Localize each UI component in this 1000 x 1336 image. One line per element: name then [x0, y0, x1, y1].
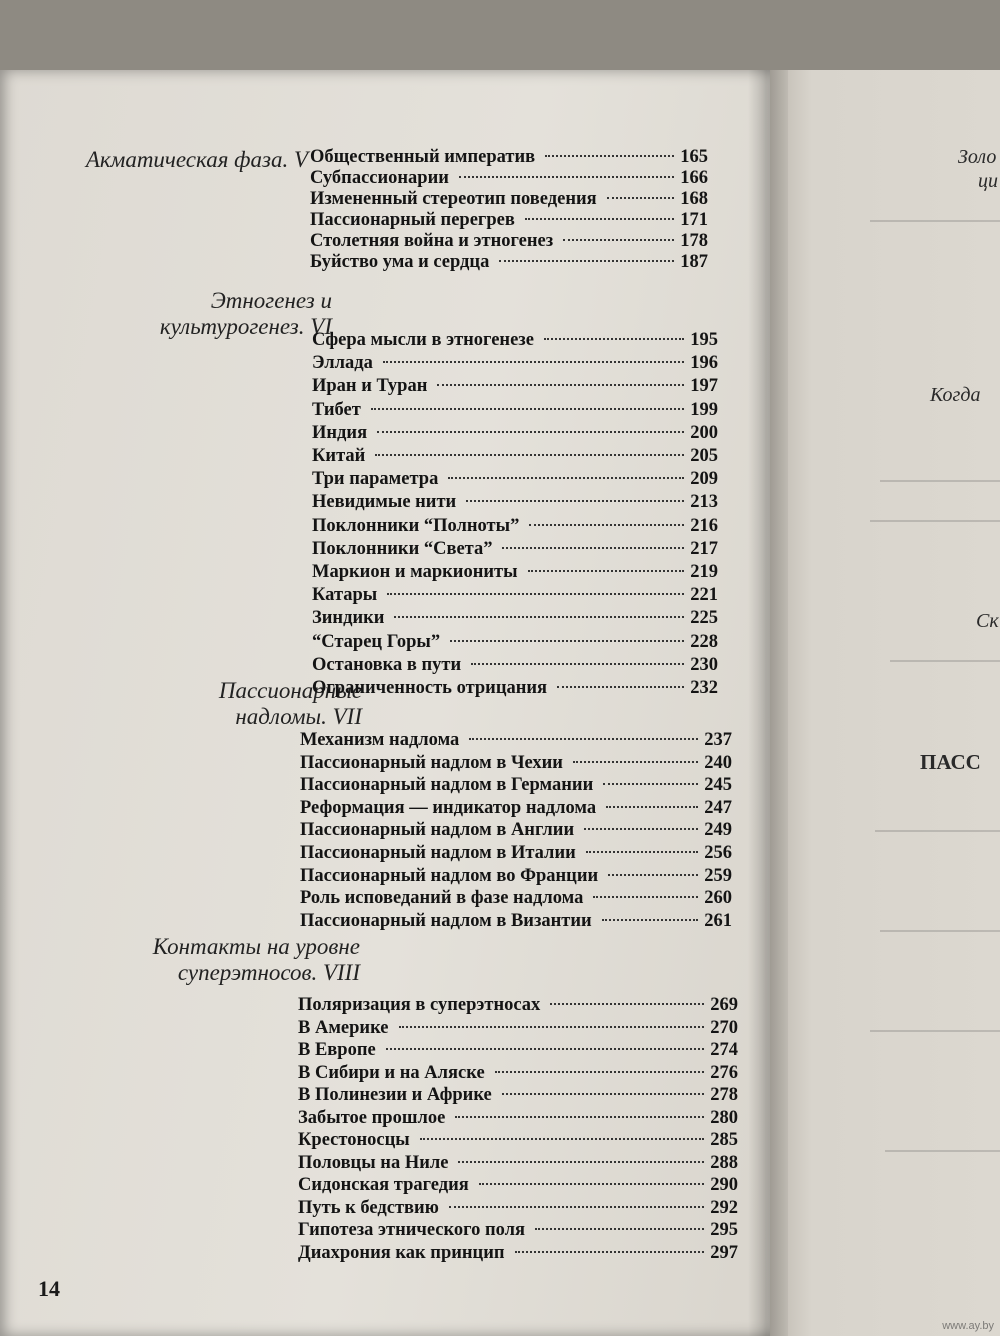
toc-entry-title: Путь к бедствию — [298, 1197, 439, 1218]
toc-entry-title: Сидонская трагедия — [298, 1175, 469, 1195]
toc-entry — [298, 1219, 738, 1242]
toc-entry-title: Тибет — [312, 399, 361, 420]
dot-leader — [471, 663, 684, 665]
toc-entry — [298, 1107, 738, 1130]
toc-entry-page: 200 — [690, 422, 718, 443]
chapter-title-line: Акматическая фаза. V — [85, 147, 308, 172]
toc-entry-page: 221 — [690, 585, 718, 606]
toc-entry-page: 166 — [680, 168, 708, 188]
toc-entry-page: 205 — [690, 446, 718, 466]
toc-entry-page: 209 — [690, 469, 718, 490]
toc-entry-page: 197 — [690, 376, 718, 397]
dot-leader — [586, 851, 698, 853]
bleed-through-line — [870, 220, 1000, 222]
toc-entry-title: Пассионарный надлом в Византии — [300, 910, 592, 931]
toc-entry-page: 288 — [710, 1152, 738, 1173]
toc-entry — [298, 1197, 738, 1220]
toc-entry-page: 292 — [710, 1197, 738, 1218]
dot-leader — [603, 783, 698, 785]
toc-entry-title: В Европе — [298, 1040, 376, 1060]
chapter-title-line: культурогенез. VI — [159, 314, 332, 339]
toc-entry-title: Половцы на Ниле — [298, 1152, 449, 1173]
toc-entry-title: Роль исповеданий в фазе надлома — [300, 888, 584, 909]
toc-entry-title: Крестоносцы — [298, 1130, 410, 1150]
dot-leader — [573, 761, 698, 763]
dot-leader — [371, 408, 684, 410]
toc-entry-title: “Старец Горы” — [312, 631, 441, 652]
toc-entry — [300, 887, 732, 910]
toc-entry-title: Индия — [312, 422, 368, 443]
toc-entry — [312, 677, 718, 700]
toc-entry-title: Пассионарный надлом в Германии — [300, 775, 594, 796]
dot-leader — [563, 239, 674, 241]
toc-entry-title: Три параметра — [312, 469, 439, 490]
toc-entry — [298, 1039, 738, 1062]
toc-entry-page: 199 — [690, 399, 718, 420]
dot-leader — [499, 260, 674, 262]
right-page-fragment: Ск — [976, 610, 999, 632]
toc-entry-title: Пассионарный надлом в Англии — [300, 820, 575, 841]
toc-entry-title: В Полинезии и Африке — [298, 1085, 492, 1105]
dot-leader — [449, 1206, 704, 1208]
dot-leader — [602, 919, 699, 921]
toc-entry-title: Сфера мысли в этногенезе — [312, 330, 534, 350]
dot-leader — [550, 1003, 704, 1005]
bleed-through-line — [870, 520, 1000, 522]
toc-entry-title: Эллада — [312, 353, 373, 374]
toc-entry-page: 297 — [710, 1242, 738, 1263]
toc-entry — [310, 230, 708, 253]
toc-entry-page: 217 — [690, 538, 718, 559]
toc-entry-title: Забытое прошлое — [298, 1107, 446, 1128]
dot-leader — [383, 361, 684, 363]
right-page-fragment: Золо — [958, 146, 997, 168]
dot-leader — [399, 1026, 705, 1028]
toc-entry-page: 219 — [690, 562, 718, 582]
toc-entry-page: 216 — [690, 515, 718, 536]
toc-entry — [300, 910, 732, 933]
right-page — [770, 70, 1000, 1336]
toc-entry — [312, 654, 718, 677]
book-gutter — [748, 70, 788, 1336]
bleed-through-line — [875, 830, 1000, 832]
toc-entry-title: Зиндики — [312, 608, 385, 629]
dot-leader — [377, 431, 684, 433]
toc-entry — [300, 819, 732, 842]
toc-entry-title: Реформация — индикатор надлома — [300, 797, 597, 818]
toc-entry-page: 171 — [680, 210, 708, 230]
toc-entry — [312, 422, 718, 445]
right-page-fragment: ци — [978, 170, 998, 192]
toc-entry-title: Механизм надлома — [300, 730, 460, 750]
toc-entry-page: 261 — [704, 910, 732, 931]
watermark: www.ay.by — [942, 1320, 994, 1332]
dot-leader — [545, 155, 674, 157]
dot-leader — [502, 547, 684, 549]
dot-leader — [455, 1116, 704, 1118]
dot-leader — [386, 1048, 705, 1050]
toc-entry-title: Общественный императив — [310, 147, 536, 167]
toc-entry-title: Пассионарный перегрев — [310, 210, 515, 230]
toc-entry-page: 245 — [704, 775, 732, 796]
toc-entry — [310, 209, 708, 232]
toc-entry-page: 274 — [710, 1040, 738, 1060]
toc-entry — [312, 561, 718, 584]
dot-leader — [515, 1251, 705, 1253]
toc-entry-page: 249 — [704, 820, 732, 841]
toc-entry — [310, 188, 708, 211]
toc-entry-title: Катары — [312, 585, 378, 606]
toc-entry-page: 195 — [690, 330, 718, 350]
toc-entry — [298, 1242, 738, 1265]
toc-entry — [312, 399, 718, 422]
toc-entry-title: Пассионарный надлом в Италии — [300, 843, 576, 863]
toc-entry-page: 196 — [690, 353, 718, 374]
dot-leader — [529, 524, 684, 526]
dot-leader — [608, 874, 698, 876]
toc-entry — [300, 797, 732, 820]
toc-entry — [312, 352, 718, 375]
toc-entry-title: Гипотеза этнического поля — [298, 1220, 526, 1240]
dot-leader — [607, 197, 675, 199]
toc-entry-page: 276 — [710, 1062, 738, 1083]
dot-leader — [544, 338, 684, 340]
dot-leader — [466, 500, 684, 502]
chapter-title-line: надломы. VII — [235, 704, 362, 729]
toc-entry — [300, 729, 732, 752]
toc-entry — [312, 584, 718, 607]
right-page-fragment: ПАСС — [920, 750, 981, 774]
chapter-title-line: Пассионарные — [218, 678, 362, 703]
bleed-through-line — [880, 930, 1000, 932]
toc-entry — [312, 468, 718, 491]
toc-entry-title: Поклонники “Полноты” — [312, 515, 520, 536]
toc-entry-page: 178 — [680, 231, 708, 251]
toc-entry-page: 259 — [704, 865, 732, 886]
toc-entry-title: Маркион и маркиониты — [312, 562, 518, 582]
toc-entry-title: Иран и Туран — [312, 376, 428, 397]
toc-entry-page: 232 — [690, 678, 718, 698]
toc-entry-title: Пассионарный надлом во Франции — [300, 865, 599, 886]
toc-entry — [312, 515, 718, 538]
toc-entry — [312, 607, 718, 630]
chapter-title — [160, 288, 332, 340]
toc-entry-title: Ограниченность отрицания — [312, 678, 548, 698]
dot-leader — [394, 616, 684, 618]
dot-leader — [459, 176, 674, 178]
toc-entry — [312, 631, 718, 654]
toc-entry — [298, 1017, 738, 1040]
dot-leader — [606, 806, 698, 808]
toc-entry-page: 285 — [710, 1130, 738, 1150]
chapter-title-line: суперэтносов. VIII — [177, 960, 360, 985]
toc-entry-page: 256 — [704, 843, 732, 863]
bleed-through-line — [885, 1150, 1000, 1152]
toc-entry-title: Поклонники “Света” — [312, 538, 493, 559]
dot-leader — [479, 1183, 704, 1185]
toc-entry-page: 269 — [710, 995, 738, 1015]
toc-entry — [298, 1084, 738, 1107]
toc-entry — [298, 1129, 738, 1152]
toc-entry — [312, 445, 718, 468]
toc-entry — [312, 491, 718, 514]
toc-entry — [310, 146, 708, 169]
dot-leader — [420, 1138, 705, 1140]
toc-entry-title: Столетняя война и этногенез — [310, 231, 554, 251]
dot-leader — [593, 896, 698, 898]
toc-entry-page: 260 — [704, 888, 732, 909]
toc-entry-page: 247 — [704, 797, 732, 818]
dot-leader — [375, 454, 684, 456]
toc-entry-title: Невидимые нити — [312, 492, 457, 513]
page-number: 14 — [38, 1276, 60, 1301]
dot-leader — [495, 1071, 705, 1073]
toc-entry-title: Измененный стереотип поведения — [310, 189, 597, 209]
toc-entry-title: Пассионарный надлом в Чехии — [300, 752, 563, 773]
dot-leader — [535, 1228, 704, 1230]
toc-entry — [300, 865, 732, 888]
toc-entry-title: Поляризация в суперэтносах — [298, 995, 541, 1015]
bleed-through-line — [890, 660, 1000, 662]
dot-leader — [448, 477, 684, 479]
toc-entry-page: 237 — [704, 730, 732, 750]
toc-entry-title: Остановка в пути — [312, 654, 462, 675]
toc-entry-title: Субпассионарии — [310, 168, 449, 188]
dot-leader — [450, 640, 684, 642]
dot-leader — [528, 570, 685, 572]
toc-entry-page: 280 — [710, 1107, 738, 1128]
toc-entry — [298, 1174, 738, 1197]
right-page-fragment: Когда — [930, 384, 981, 406]
dot-leader — [387, 593, 684, 595]
toc-entry — [312, 538, 718, 561]
chapter-title — [153, 934, 360, 986]
dot-leader — [437, 384, 684, 386]
toc-entry-page: 225 — [690, 608, 718, 629]
dot-leader — [469, 738, 698, 740]
toc-entry-page: 278 — [710, 1085, 738, 1105]
toc-entry — [298, 1062, 738, 1085]
bleed-through-line — [880, 480, 1000, 482]
toc-entry — [310, 167, 708, 190]
dot-leader — [458, 1161, 704, 1163]
bleed-through-line — [870, 1030, 1000, 1032]
toc-entry — [300, 774, 732, 797]
toc-entry-page: 295 — [710, 1220, 738, 1240]
toc-entry — [298, 994, 738, 1017]
toc-entry — [298, 1152, 738, 1175]
dot-leader — [525, 218, 674, 220]
chapter-title-line: Этногенез и — [210, 288, 332, 313]
toc-entry — [300, 752, 732, 775]
toc-entry-title: В Сибири и на Аляске — [298, 1062, 485, 1083]
chapter-title — [86, 147, 308, 173]
toc-entry-page: 168 — [680, 189, 708, 209]
toc-entry-title: Китай — [312, 446, 366, 466]
toc-entry — [310, 251, 708, 274]
toc-entry — [312, 375, 718, 398]
toc-entry-page: 240 — [704, 752, 732, 773]
toc-entry-page: 230 — [690, 654, 718, 675]
toc-entry-page: 165 — [680, 147, 708, 167]
toc-entry — [312, 329, 718, 352]
dot-leader — [557, 686, 684, 688]
toc-entry-page: 228 — [690, 631, 718, 652]
dot-leader — [584, 828, 698, 830]
toc-entry-page: 290 — [710, 1175, 738, 1195]
toc-entry-page: 270 — [710, 1017, 738, 1038]
toc-entry-page: 187 — [680, 252, 708, 272]
toc-entry-title: Буйство ума и сердца — [310, 252, 490, 272]
toc-entry — [300, 842, 732, 865]
toc-entry-title: Диахрония как принцип — [298, 1242, 505, 1263]
chapter-title-line: Контакты на уровне — [152, 934, 360, 959]
dot-leader — [502, 1093, 705, 1095]
toc-entry-page: 213 — [690, 492, 718, 513]
toc-entry-title: В Америке — [298, 1017, 389, 1038]
